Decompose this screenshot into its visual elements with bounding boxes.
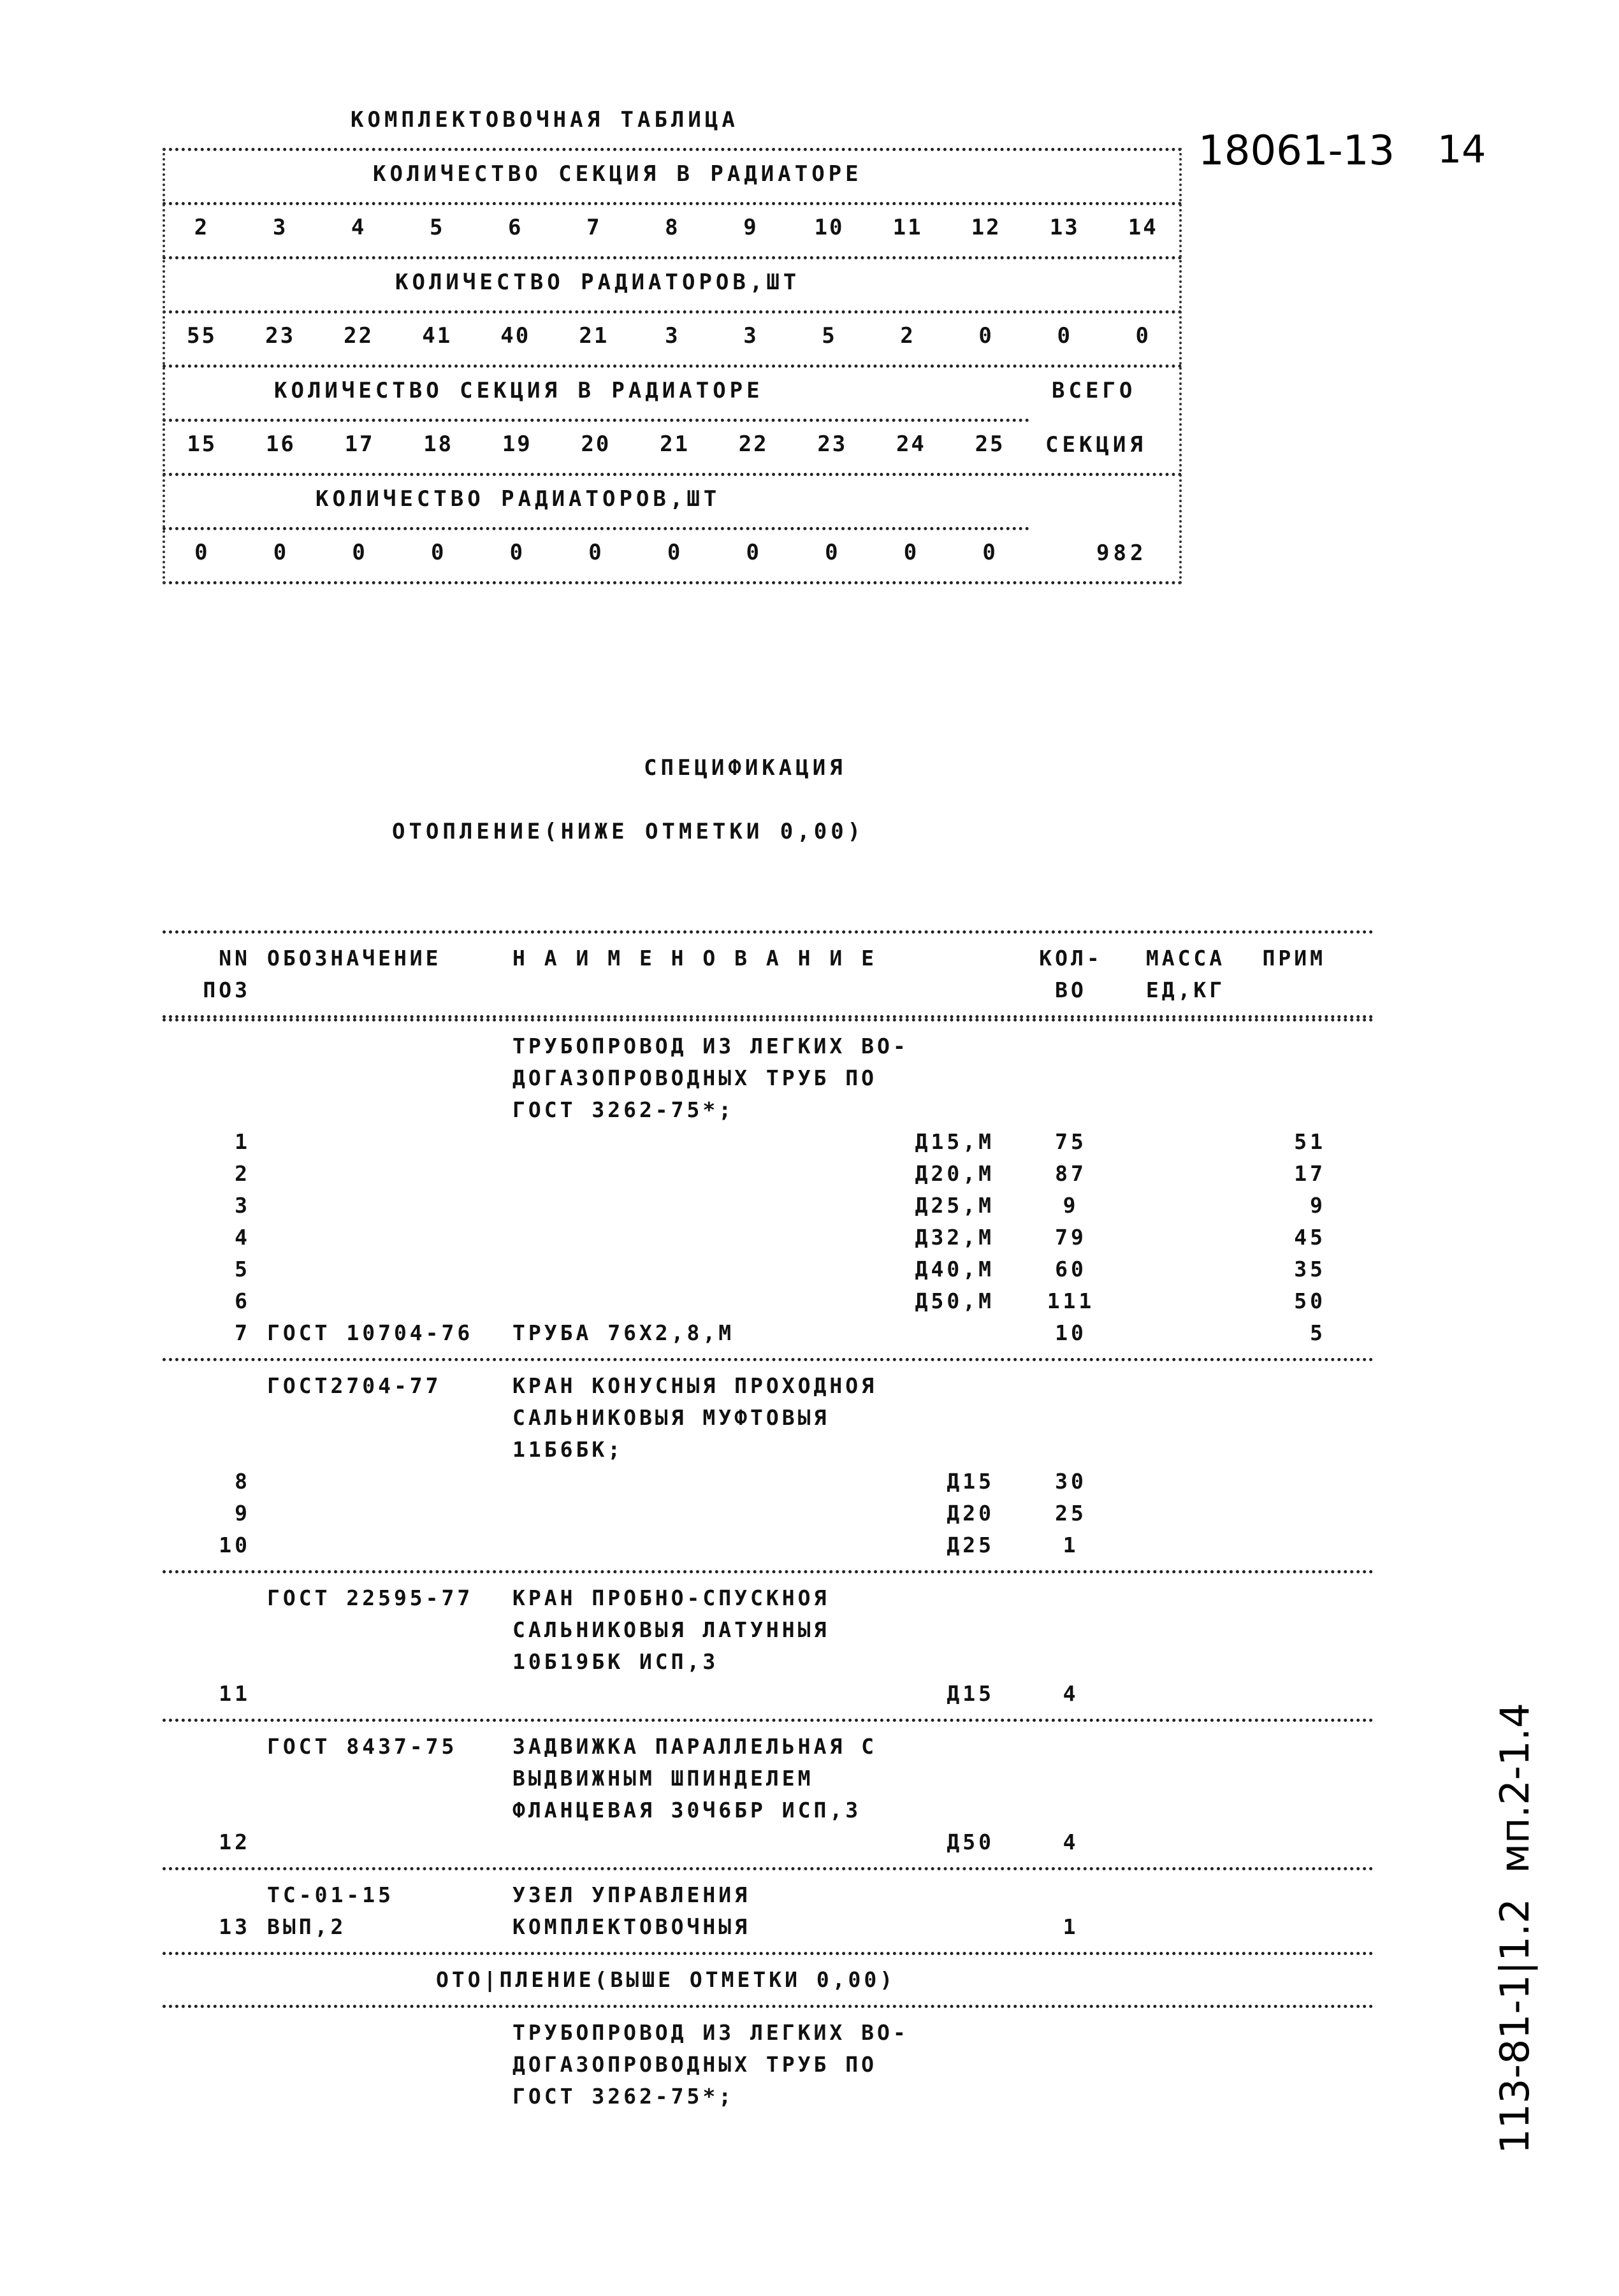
kit-cell: 41: [422, 323, 453, 349]
spec-group-header-row: [163, 1763, 1374, 1794]
last-group-name-1: ТРУБОПРОВОД ИЗ ЛЕГКИХ ВО-: [512, 2020, 909, 2045]
designation-cell: ГОСТ 10704-76: [267, 1320, 474, 1345]
pos-cell: 13: [219, 1914, 250, 1939]
table-row: [163, 1826, 1374, 1858]
note-cell: 51: [1294, 1129, 1326, 1154]
sections-label: КОЛИЧЕСТВО СЕКЦИЯ В РАДИАТОРЕ: [373, 161, 862, 187]
designation-cell: ГОСТ 22595-77: [267, 1585, 474, 1610]
kit-cell: 17: [344, 431, 375, 457]
sheet-number: 14: [1437, 127, 1486, 172]
kit-sections-header-2: [163, 368, 1182, 412]
name-cell: Д15: [947, 1681, 994, 1706]
name-cell: Д32,М: [915, 1225, 994, 1250]
kit-cell: 24: [896, 431, 926, 457]
header-qty: КОЛ-: [1039, 946, 1103, 971]
mass-cell: [1128, 1126, 1243, 1158]
kit-cell: 3: [665, 323, 680, 349]
qty-cell: 79: [1055, 1225, 1087, 1250]
kit-cell: 23: [817, 431, 848, 457]
spec-group-header-row: [163, 1062, 1374, 1094]
name-cell: ГОСТ 3262-75*;: [512, 1097, 735, 1122]
designation-cell: ГОСТ2704-77: [267, 1373, 442, 1398]
note-cell: 17: [1294, 1161, 1326, 1186]
kit-cell: 3: [272, 215, 288, 240]
designation-cell: ТС-01-15: [267, 1882, 394, 1907]
sections-label-2: КОЛИЧЕСТВО СЕКЦИЯ В РАДИАТОРЕ: [274, 378, 764, 403]
pos-cell: 2: [235, 1161, 250, 1186]
kit-cell: 6: [508, 215, 523, 240]
designation-cell: [258, 1158, 504, 1190]
mass-cell: [1128, 1911, 1243, 1943]
kit-cell: 16: [265, 431, 296, 457]
name-cell: Д20,М: [915, 1161, 994, 1186]
name-cell: Д20: [947, 1501, 994, 1526]
designation-cell: [258, 1222, 504, 1253]
pos-cell: 6: [235, 1289, 250, 1313]
header-mass-2: ЕД,КГ: [1145, 978, 1226, 1002]
designation-cell: [258, 1126, 504, 1158]
kit-sections-header-1: [163, 151, 1182, 196]
kit-cell: 0: [588, 540, 604, 565]
name-cell: КРАН ПРОБНО-СПУСКНОЯ: [512, 1585, 830, 1610]
name-cell: Д50: [947, 1830, 994, 1854]
kit-cell: 5: [429, 215, 445, 240]
kit-cell: 40: [500, 323, 531, 349]
kit-sections-row-1: [163, 205, 1182, 250]
name-cell: УЗЕЛ УПРАВЛЕНИЯ: [512, 1882, 751, 1907]
pos-cell: 10: [219, 1533, 250, 1557]
name-cell: 10Б19БК ИСП,3: [512, 1649, 719, 1674]
name-cell: Д25: [947, 1533, 994, 1557]
designation-cell: ГОСТ 8437-75: [267, 1734, 458, 1759]
designation-cell: [258, 1253, 504, 1285]
spec-group-header-row: [163, 1582, 1374, 1614]
table-row: [163, 1285, 1374, 1317]
note-cell: [1243, 1466, 1339, 1498]
header-pos: NN: [219, 946, 250, 971]
kit-cell: 18: [423, 431, 454, 457]
total-value: 982: [1096, 540, 1147, 566]
kit-cell: 11: [892, 215, 923, 240]
spec-group-header-row: [163, 1370, 1374, 1402]
spec-group-header-row: [163, 1614, 1374, 1646]
name-cell: Д50,М: [915, 1289, 994, 1313]
name-cell: ЗАДВИЖКА ПАРАЛЛЕЛЬНАЯ С: [512, 1734, 877, 1759]
qty-cell: 1: [1063, 1533, 1079, 1557]
kit-cell: 0: [825, 540, 840, 565]
mass-cell: [1128, 1285, 1243, 1317]
qty-cell: 4: [1063, 1830, 1079, 1854]
pos-cell: 4: [235, 1225, 250, 1250]
designation-cell: [258, 1434, 504, 1466]
pos-cell: 12: [219, 1830, 250, 1854]
doc-number: 18061-13: [1198, 127, 1395, 175]
note-cell: 50: [1294, 1289, 1326, 1313]
kit-cell: 22: [344, 323, 374, 349]
spec-group-header-row: [163, 1030, 1374, 1062]
kit-cell: 4: [351, 215, 367, 240]
spec-title: СПЕЦИФИКАЦИЯ: [644, 755, 846, 781]
kit-cell: 8: [665, 215, 680, 240]
kit-cell: 25: [975, 431, 1005, 457]
kit-counts-row-2: [163, 530, 1182, 575]
qty-cell: 87: [1055, 1161, 1087, 1186]
designation-cell: [258, 1030, 504, 1062]
table-row: [163, 1678, 1374, 1710]
qty-cell: 25: [1055, 1501, 1087, 1526]
header-mass: МАССА: [1145, 946, 1226, 971]
spec-group-header-row: [163, 1794, 1374, 1826]
designation-cell: [258, 1094, 504, 1126]
mass-cell: [1128, 1158, 1243, 1190]
qty-cell: 111: [1047, 1289, 1095, 1313]
section-above-row: [163, 1955, 1374, 2008]
designation-cell: [258, 1402, 504, 1434]
name-cell: КОМПЛЕКТОВОЧНЫЯ: [512, 1914, 751, 1939]
table-row: [163, 1911, 1374, 1943]
note-cell: [1243, 1911, 1339, 1943]
kit-cell: 3: [743, 323, 759, 349]
designation-cell: [258, 1646, 504, 1678]
note-cell: 35: [1294, 1257, 1326, 1282]
note-cell: [1243, 1529, 1339, 1561]
spec-group-header-row: [163, 1731, 1374, 1763]
name-cell: САЛЬНИКОВЫЯ МУФТОВЫЯ: [512, 1405, 830, 1430]
kit-cell: 2: [900, 323, 915, 349]
qty-cell: 60: [1055, 1257, 1087, 1282]
note-cell: [1243, 1678, 1339, 1710]
table-row: [163, 1466, 1374, 1498]
table-row: [163, 1317, 1374, 1349]
kit-cell: 19: [502, 431, 532, 457]
note-cell: 45: [1294, 1225, 1326, 1250]
spec-table: [163, 930, 1374, 2121]
table-row: [163, 1222, 1374, 1253]
kit-cell: 2: [194, 215, 210, 240]
spec-group: [163, 1018, 1374, 1361]
kit-cell: 0: [430, 540, 446, 565]
qty-cell: 30: [1055, 1469, 1087, 1494]
spec-group: [163, 1573, 1374, 1722]
radiators-label-2: КОЛИЧЕСТВО РАДИАТОРОВ,ШТ: [316, 486, 721, 512]
table-row: [163, 1158, 1374, 1190]
kit-cell: 7: [586, 215, 602, 240]
mass-cell: [1128, 1466, 1243, 1498]
spec-group: [163, 1870, 1374, 1955]
pos-cell: 7: [235, 1320, 250, 1345]
pos-cell: 3: [235, 1193, 250, 1218]
pos-cell: 9: [235, 1501, 250, 1526]
kit-cell: 23: [265, 323, 296, 349]
spec-group-header-row: [163, 1434, 1374, 1466]
name-cell: ТРУБОПРОВОД ИЗ ЛЕГКИХ ВО-: [512, 1034, 909, 1058]
last-group: [163, 2008, 1374, 2121]
kit-cell: 13: [1049, 215, 1080, 240]
qty-cell: 4: [1063, 1681, 1079, 1706]
kit-counts-row-1: [163, 314, 1182, 358]
kit-cell: 0: [982, 540, 998, 565]
name-cell: ФЛАНЦЕВАЯ 30Ч6БР ИСП,3: [512, 1798, 862, 1823]
table-row: [163, 1253, 1374, 1285]
kit-cell: 9: [743, 215, 759, 240]
total-label: ВСЕГО: [1052, 378, 1136, 403]
kit-cell: 10: [814, 215, 845, 240]
kit-cell: 0: [273, 540, 289, 565]
kit-cell: 21: [579, 323, 609, 349]
kit-cell: 0: [746, 540, 761, 565]
qty-cell: 75: [1055, 1129, 1087, 1154]
designation-cell: [258, 1678, 504, 1710]
spec-header: [163, 930, 1374, 1018]
name-cell: ДОГАЗОПРОВОДНЫХ ТРУБ ПО: [512, 1065, 877, 1090]
kit-cell: 0: [352, 540, 367, 565]
designation-cell: [258, 1285, 504, 1317]
spec-subtitle: ОТОПЛЕНИЕ(НИЖЕ ОТМЕТКИ 0,00): [392, 819, 865, 844]
mass-cell: [1128, 1253, 1243, 1285]
kit-cell: 0: [978, 323, 994, 349]
pos-cell: 8: [235, 1469, 250, 1494]
note-cell: 5: [1310, 1320, 1326, 1345]
spec-group-header-row: [163, 1402, 1374, 1434]
qty-cell: 10: [1055, 1320, 1087, 1345]
pos-cell: 5: [235, 1257, 250, 1282]
name-cell: Д15,М: [915, 1129, 994, 1154]
table-row: [163, 1498, 1374, 1529]
mass-cell: [1128, 1317, 1243, 1349]
kit-cell: 0: [1135, 323, 1151, 349]
header-designation: ОБОЗНАЧЕНИЕ: [267, 946, 442, 971]
designation-cell: [258, 1190, 504, 1222]
radiators-label: КОЛИЧЕСТВО РАДИАТОРОВ,ШТ: [395, 270, 801, 295]
kit-cell: 0: [194, 540, 210, 565]
kit-cell: 55: [187, 323, 217, 349]
kit-cell: 0: [667, 540, 683, 565]
kit-radiators-header-2: [163, 476, 1182, 521]
kit-radiators-header-1: [163, 259, 1182, 304]
note-cell: [1243, 1498, 1339, 1529]
designation-cell: ВЫП,2: [267, 1914, 347, 1939]
designation-cell: [258, 1763, 504, 1794]
kit-sections-row-2: [163, 422, 1182, 466]
designation-cell: [258, 1498, 504, 1529]
mass-cell: [1128, 1498, 1243, 1529]
side-code: 113-81-1|1.2 мп.2-1.4: [1492, 1703, 1538, 2154]
spec-group-header-row: [163, 1879, 1374, 1911]
last-group-name-3: ГОСТ 3262-75*;: [512, 2084, 735, 2109]
kit-cell: 21: [660, 431, 690, 457]
note-cell: 9: [1310, 1193, 1326, 1218]
name-cell: Д25,М: [915, 1193, 994, 1218]
kit-cell: 0: [903, 540, 919, 565]
header-qty-2: ВО: [1055, 978, 1087, 1002]
qty-cell: 9: [1063, 1193, 1079, 1218]
kit-cell: 22: [738, 431, 769, 457]
qty-cell: 1: [1063, 1914, 1079, 1939]
name-cell: 11Б6БК;: [512, 1437, 624, 1462]
pos-cell: 1: [235, 1129, 250, 1154]
table-row: [163, 1126, 1374, 1158]
name-cell: ВЫДВИЖНЫМ ШПИНДЕЛЕМ: [512, 1766, 814, 1791]
mass-cell: [1128, 1222, 1243, 1253]
name-cell: САЛЬНИКОВЫЯ ЛАТУННЫЯ: [512, 1617, 830, 1642]
section-above-label: ОТО|ПЛЕНИЕ(ВЫШЕ ОТМЕТКИ 0,00): [436, 1967, 896, 1992]
designation-cell: [258, 1826, 504, 1858]
kit-cell: 12: [971, 215, 1001, 240]
spec-group: [163, 1722, 1374, 1870]
header-name: Н А И М Е Н О В А Н И Е: [512, 946, 877, 971]
kit-cell: 15: [187, 431, 217, 457]
designation-cell: [258, 1614, 504, 1646]
kit-cell: 0: [1057, 323, 1072, 349]
kit-cell: 20: [581, 431, 611, 457]
designation-cell: [258, 1529, 504, 1561]
kit-cell: 0: [509, 540, 525, 565]
mass-cell: [1128, 1529, 1243, 1561]
table-row: [163, 1190, 1374, 1222]
spec-group-header-row: [163, 1646, 1374, 1678]
designation-cell: [258, 1794, 504, 1826]
header-pos-2: ПОЗ: [203, 978, 250, 1002]
kit-table-title: КОМПЛЕКТОВОЧНАЯ ТАБЛИЦА: [351, 107, 739, 133]
header-note: ПРИМ: [1262, 946, 1326, 971]
name-cell: ТРУБА 76Х2,8,М: [512, 1320, 735, 1345]
table-row: [163, 1529, 1374, 1561]
kit-cell: 5: [822, 323, 837, 349]
total-label-2: СЕКЦИЯ: [1045, 432, 1147, 458]
spec-group-header-row: [163, 1094, 1374, 1126]
pos-cell: 11: [219, 1681, 250, 1706]
name-cell: Д40,М: [915, 1257, 994, 1282]
designation-cell: [258, 1062, 504, 1094]
last-group-name-2: ДОГАЗОПРОВОДНЫХ ТРУБ ПО: [512, 2052, 877, 2077]
mass-cell: [1128, 1190, 1243, 1222]
name-cell: Д15: [947, 1469, 994, 1494]
note-cell: [1243, 1826, 1339, 1858]
kit-cell: 14: [1128, 215, 1158, 240]
name-cell: КРАН КОНУСНЫЯ ПРОХОДНОЯ: [512, 1373, 877, 1398]
mass-cell: [1128, 1826, 1243, 1858]
designation-cell: [258, 1466, 504, 1498]
spec-group: [163, 1361, 1374, 1573]
mass-cell: [1128, 1678, 1243, 1710]
